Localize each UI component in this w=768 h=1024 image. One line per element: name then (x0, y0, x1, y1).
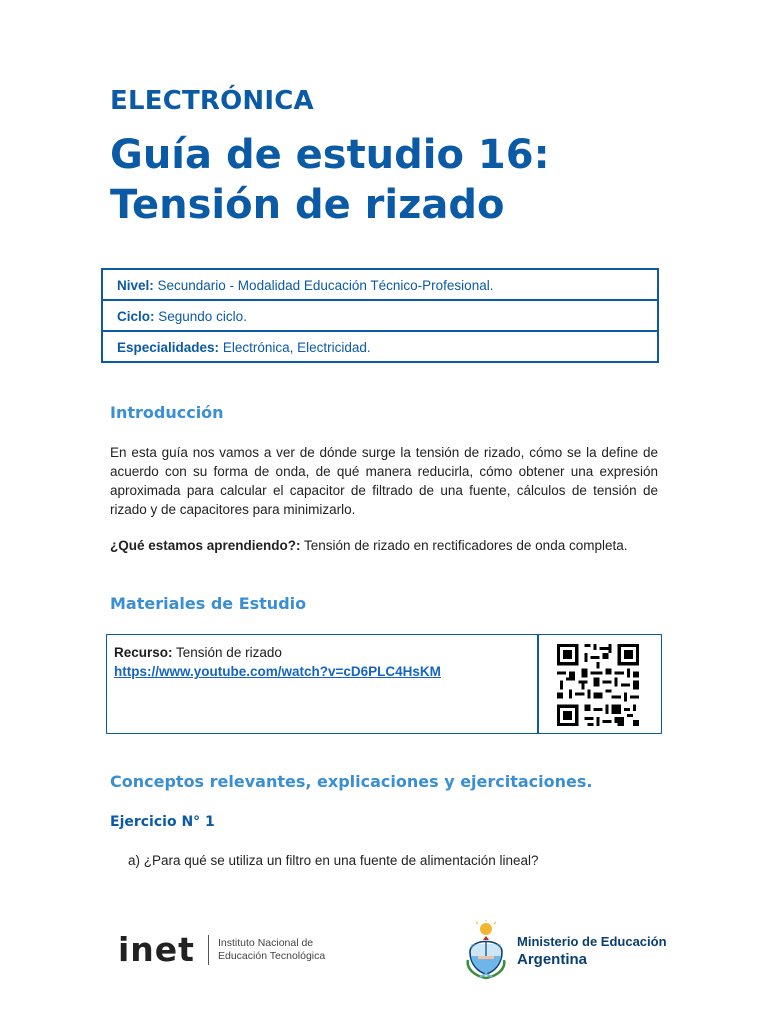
info-label: Ciclo: (117, 309, 155, 324)
ministry-text (517, 934, 717, 968)
subject-label: ELECTRÓNICA (110, 86, 314, 116)
intro-heading: Introducción (110, 403, 224, 422)
concepts-heading: Conceptos relevantes, explicaciones y ejercitaciones. (110, 772, 593, 791)
page-title (110, 130, 710, 230)
exercise-title: Ejercicio N° 1 (110, 814, 215, 830)
inet-wordmark: inet (118, 930, 195, 969)
resource-divider (537, 635, 539, 733)
learning-value: Tensión de rizado en rectificadores de onda completa. (300, 538, 628, 553)
title-line-1: Guía de estudio 16: (110, 132, 550, 178)
info-label: Nivel: (117, 278, 154, 293)
resource-link[interactable]: https://www.youtube.com/watch?v=cD6PLC4HsKM (114, 664, 441, 679)
info-value: Secundario - Modalidad Educación Técnico-Profesional. (153, 278, 494, 293)
title-line-2: Tensión de rizado (110, 182, 505, 228)
resource-box (106, 634, 662, 734)
info-value: Segundo ciclo. (154, 309, 247, 324)
info-label: Especialidades: (117, 340, 220, 355)
info-row-especialidades (103, 332, 657, 361)
ministry-line-2: Argentina (517, 951, 588, 968)
inet-subtitle-line-2: Educación Tecnológica (218, 950, 326, 962)
resource-value: Tensión de rizado (172, 645, 282, 660)
inet-subtitle-line-1: Instituto Nacional de (218, 937, 314, 949)
materials-heading: Materiales de Estudio (110, 594, 307, 613)
inet-subtitle (218, 937, 358, 963)
resource-label: Recurso: (114, 645, 173, 660)
info-row-nivel (103, 270, 657, 301)
info-row-ciclo (103, 301, 657, 332)
info-value: Electrónica, Electricidad. (219, 340, 371, 355)
exercise-question: a) ¿Para qué se utiliza un filtro en una fuente de alimentación lineal? (128, 853, 539, 868)
ministry-line-1: Ministerio de Educación (517, 934, 667, 949)
inet-separator (208, 935, 209, 965)
resource-info (107, 635, 537, 733)
qr-code-icon[interactable] (554, 641, 642, 729)
coat-of-arms-icon (464, 920, 508, 980)
resource-line (114, 643, 530, 662)
learning-label: ¿Qué estamos aprendiendo?: (110, 538, 301, 553)
intro-paragraph: En esta guía nos vamos a ver de dónde surge la tensión de rizado, cómo se la define de acuerdo con su forma de onda, de qué manera reducirla, cómo obtener una expresión aproximada para calcular el capacitor de filtrado de una fuente, cálculos de tensión de rizado y de capacitores para minimizarlo. (110, 445, 658, 517)
learning-statement (110, 536, 658, 555)
info-table (101, 268, 659, 363)
